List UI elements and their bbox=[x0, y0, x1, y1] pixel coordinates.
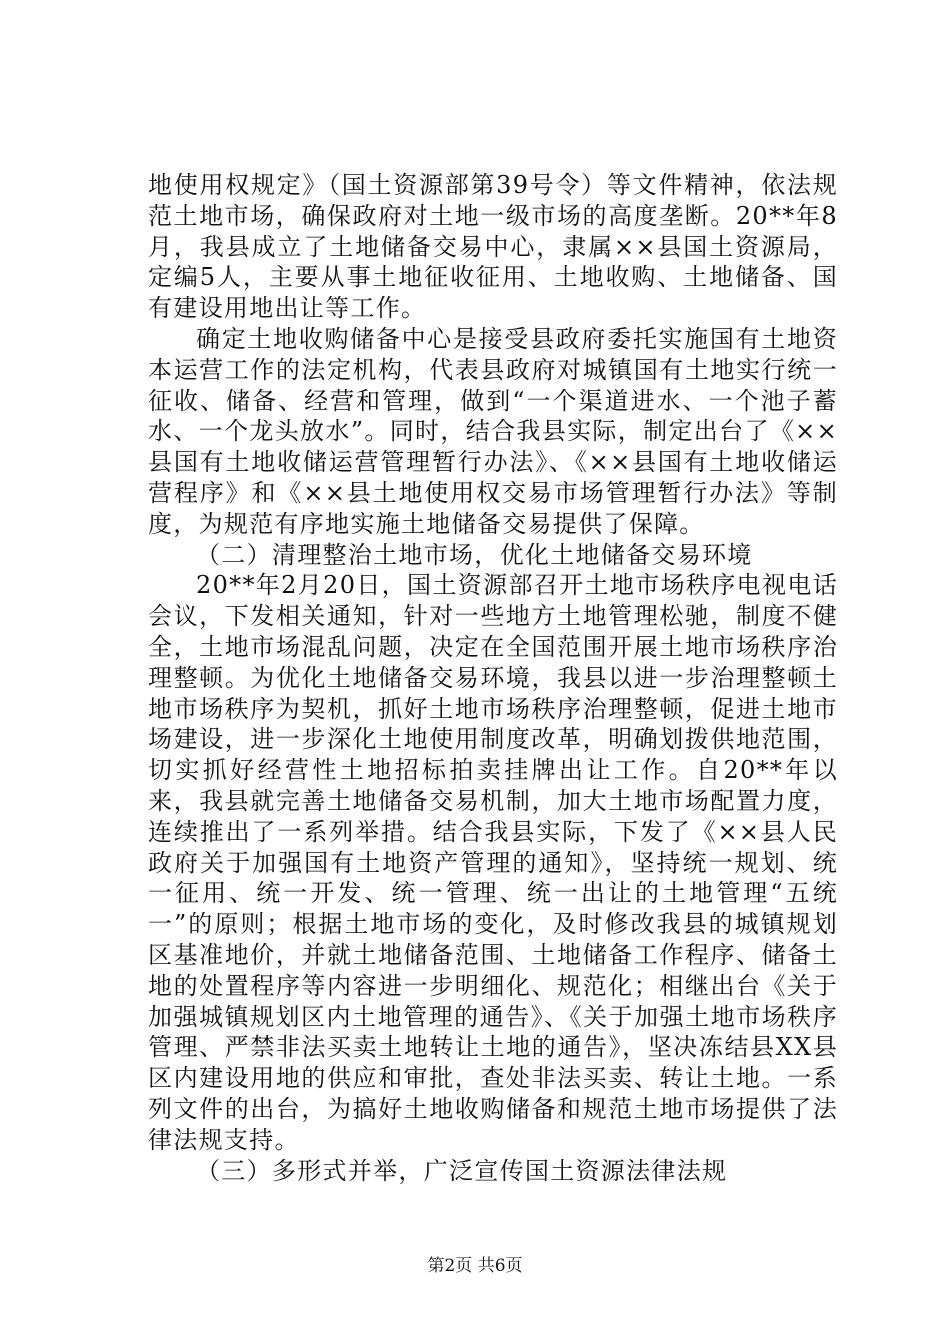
paragraph-continuation: 地使用权规定》（国土资源部第39号令）等文件精神，依法规范土地市场，确保政府对土地一级市场的高度垄断。20**年8月，我县成立了土地储备交易中心，隶属××县国土资源局，定编5人，主要从事土地征收征用、土地收购、土地储备、国有建设用地出让等工作。 bbox=[148, 171, 838, 323]
page-number-footer: 第2页 共6页 bbox=[427, 1256, 523, 1276]
paragraph-land-reserve-center: 确定土地收购储备中心是接受县政府委托实施国有土地资本运营工作的法定机构，代表县政府对城镇国有土地实行统一征收、储备、经营和管理，做到“一个渠道进水、一个池子蓄水、一个龙头放水”。同时，结合我县实际，制定出台了《××县国有土地收储运营管理暂行办法》、《××县国有土地收储运营程序》和《××县土地使用权交易市场管理暂行办法》等制度，为规范有序地实施土地储备交易提供了保障。 bbox=[148, 324, 838, 538]
document-body bbox=[148, 170, 838, 1186]
section-heading-3: （三）多形式并举，广泛宣传国土资源法律法规 bbox=[196, 1156, 728, 1185]
section-heading-2: （二）清理整治土地市场，优化土地储备交易环境 bbox=[196, 540, 753, 569]
paragraph-market-rectification: 20**年2月20日，国土资源部召开土地市场秩序电视电话会议，下发相关通知，针对一些地方土地管理松驰，制度不健全，土地市场混乱问题，决定在全国范围开展土地市场秩序治理整顿。为优化土地储备交易环境，我县以进一步治理整顿土地市场秩序为契机，抓好土地市场秩序治理整顿，促进土地市场建设，进一步深化土地使用制度改革，明确划拨供地范围，切实抓好经营性土地招标拍卖挂牌出让工作。自20**年以来，我县就完善土地储备交易机制，加大土地市场配置力度，连续推出了一系列举措。结合我县实际，下发了《××县人民政府关于加强国有土地资产管理的通知》，坚持统一规划、统一征用、统一开发、统一管理、统一出让的土地管理“五统一”的原则；根据土地市场的变化，及时修改我县的城镇规划区基准地价，并就土地储备范围、土地储备工作程序、储备土地的处置程序等内容进一步明细化、规范化；相继出台《关于加强城镇规划区内土地管理的通告》、《关于加强土地市场秩序管理、严禁非法买卖土地转让土地的通告》，坚决冻结县XX县区内建设用地的供应和审批，查处非法买卖、转让土地。一系列文件的出台，为搞好土地收购储备和规范土地市场提供了法律法规支持。 bbox=[148, 571, 838, 1154]
